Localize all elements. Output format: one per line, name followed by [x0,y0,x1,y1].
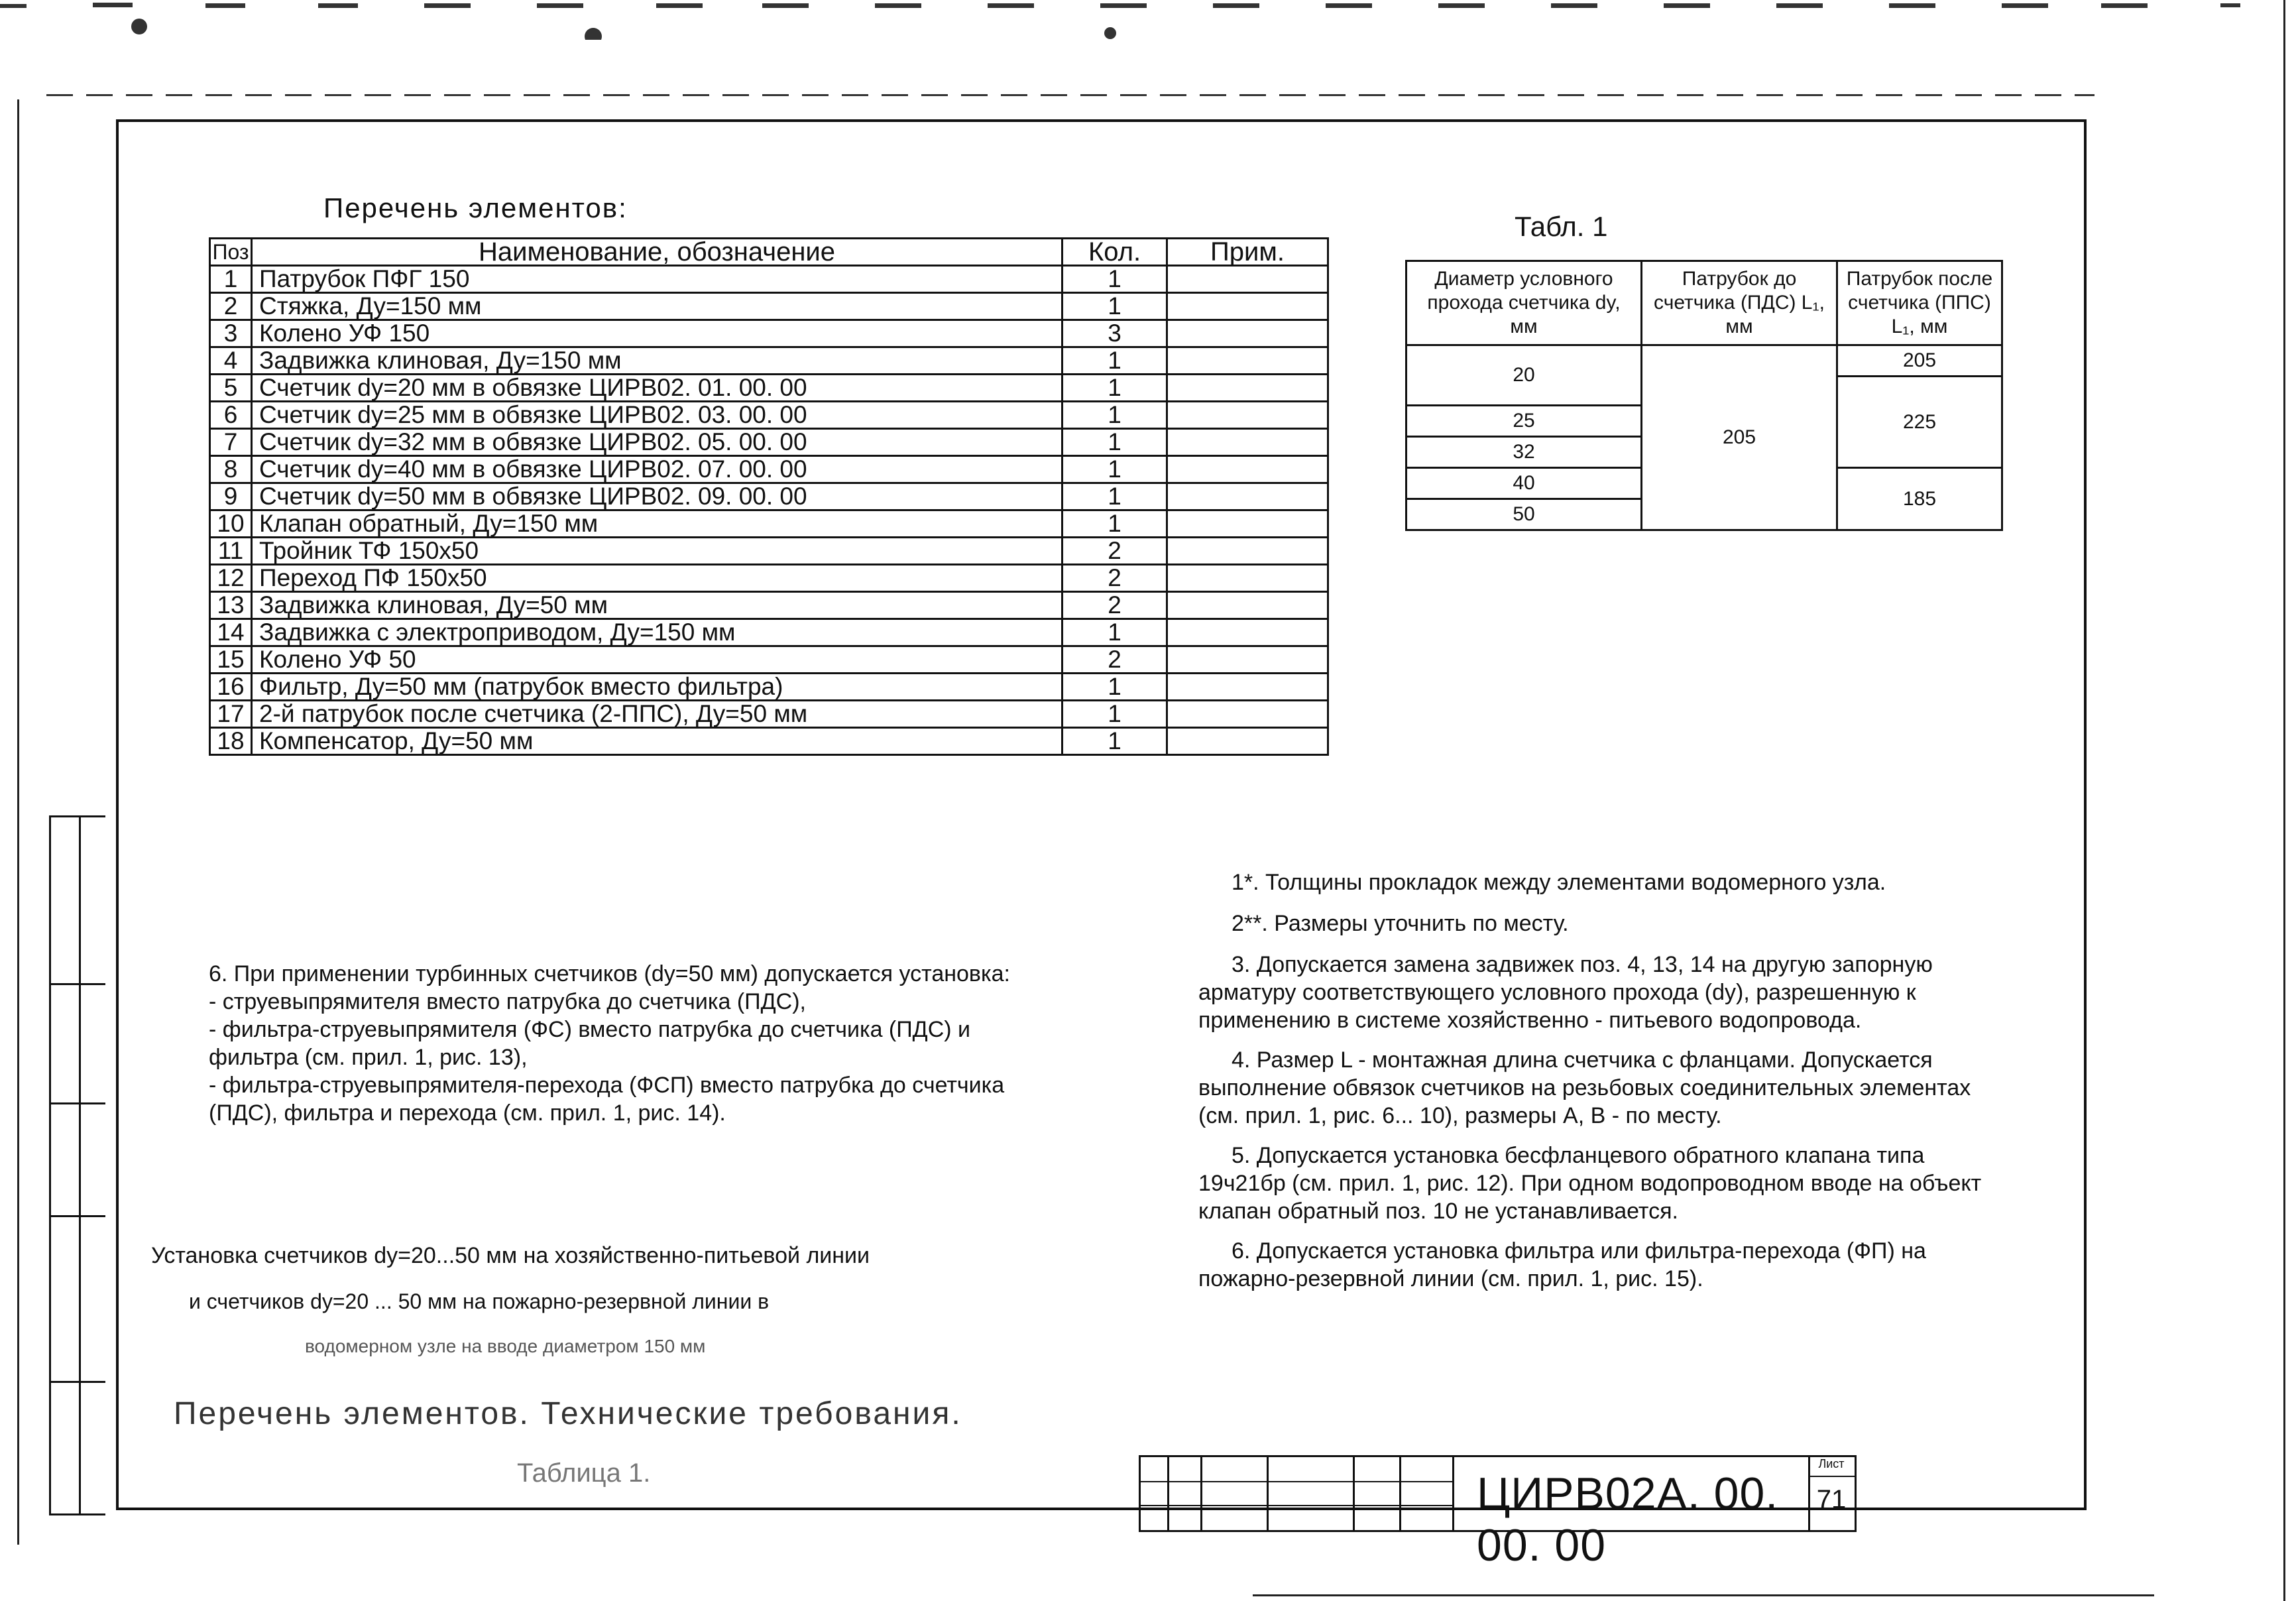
bottom-line [1253,1594,2154,1596]
row-name: Задвижка клиновая, Ду=150 мм [252,347,1062,375]
note-left-6a: - струевыпрямителя вместо патрубка до счетчика (ПДС), [209,989,806,1014]
row-qty: 1 [1062,483,1167,510]
row-qty: 2 [1062,538,1167,565]
parts-list-table [209,237,1329,756]
row-name: Колено УФ 150 [252,320,1062,347]
table-row [210,429,1328,456]
row-name: Стяжка, Ду=150 мм [252,293,1062,320]
caption-line-5: Таблица 1. [517,1458,651,1488]
table-row [210,646,1328,674]
table-row [210,347,1328,375]
row-name: Счетчик dy=25 мм в обвязке ЦИРВ02. 03. 00. 00 [252,402,1062,429]
row-note [1167,347,1328,375]
row-qty: 2 [1062,565,1167,592]
row-name: Задвижка с электроприводом, Ду=150 мм [252,619,1062,646]
table-row [210,456,1328,483]
row-note [1167,266,1328,293]
row-pos: 17 [210,701,252,728]
row-pos: 10 [210,510,252,538]
title-block [1139,1455,2081,1571]
row-note [1167,619,1328,646]
row-pos: 12 [210,565,252,592]
row-pos: 7 [210,429,252,456]
table-row [210,510,1328,538]
row-pos: 16 [210,674,252,701]
row-pos: 6 [210,402,252,429]
table1-pps-185: 185 [1837,468,2002,530]
row-pos: 18 [210,728,252,755]
table1-dy-32: 32 [1406,437,1642,468]
row-qty: 1 [1062,674,1167,701]
note-5: 5. Допускается установка бесфланцевого обратного клапана типа 19ч21бр (см. прил. 1, рис. 12). При одном водопроводном вводе на объект клапан обратный поз. 10 не устанавливается. [1198,1143,1982,1224]
outer-left-line [17,99,19,1545]
row-name: Задвижка клиновая, Ду=50 мм [252,592,1062,619]
table-row [210,674,1328,701]
row-qty: 1 [1062,293,1167,320]
sheet-label: Лист [1808,1457,1855,1477]
row-qty: 1 [1062,429,1167,456]
table1-header-pds: Патрубок до счетчика (ПДС) L₁, мм [1642,261,1837,345]
note-3: 3. Допускается замена задвижек поз. 4, 13, 14 на другую запорную арматуру соответствующего условного прохода (dy), разрешенную к применению в системе хозяйственно - питьевого водопровода. [1198,952,1933,1033]
table1 [1405,260,2003,531]
row-pos: 8 [210,456,252,483]
row-pos: 11 [210,538,252,565]
table-row [210,565,1328,592]
row-name: Тройник ТФ 150x50 [252,538,1062,565]
col-name-header: Наименование, обозначение [252,239,1062,266]
note-4: 4. Размер L - монтажная длина счетчика с фланцами. Допускается выполнение обвязок счетчиков на резьбовых соединительных элементах (см. прил. 1, рис. 6... 10), размеры А, В - по месту. [1198,1047,1971,1128]
row-pos: 14 [210,619,252,646]
table1-dy-40: 40 [1406,468,1642,499]
row-name: Переход ПФ 150x50 [252,565,1062,592]
row-qty: 1 [1062,266,1167,293]
parts-list-title: Перечень элементов: [323,192,628,223]
row-note [1167,565,1328,592]
row-note [1167,320,1328,347]
row-note [1167,701,1328,728]
note-2: 2**. Размеры уточнить по месту. [1232,911,1569,936]
caption-line-4: Перечень элементов. Технические требования. [174,1396,962,1431]
row-pos: 13 [210,592,252,619]
col-note-header: Прим. [1167,239,1328,266]
table1-dy-20: 20 [1406,345,1642,406]
notes-right [1198,868,2007,1293]
row-note [1167,402,1328,429]
note-1: 1*. Толщины прокладок между элементами водомерного узла. [1232,870,1886,895]
sheet-number: 71 [1816,1485,1847,1514]
row-name: 2-й патрубок после счетчика (2-ППС), Ду=50 мм [252,701,1062,728]
row-note [1167,728,1328,755]
row-pos: 2 [210,293,252,320]
row-note [1167,510,1328,538]
table-row [210,293,1328,320]
table1-dy-25: 25 [1406,406,1642,437]
row-name: Фильтр, Ду=50 мм (патрубок вместо фильтра) [252,674,1062,701]
sheet-number-cell [1808,1455,1857,1532]
row-note [1167,456,1328,483]
table1-pps-205: 205 [1837,345,2002,377]
table1-pds-value: 205 [1642,345,1837,530]
row-pos: 15 [210,646,252,674]
row-pos: 4 [210,347,252,375]
table1-pps-225: 225 [1837,377,2002,468]
row-name: Компенсатор, Ду=50 мм [252,728,1062,755]
row-name: Колено УФ 50 [252,646,1062,674]
table-row [210,619,1328,646]
row-qty: 1 [1062,619,1167,646]
row-name: Счетчик dy=50 мм в обвязке ЦИРВ02. 09. 00. 00 [252,483,1062,510]
table-row [210,483,1328,510]
notes-left [209,960,1064,1127]
col-pos-header: Поз [210,239,252,266]
row-qty: 1 [1062,375,1167,402]
table1-dy-50: 50 [1406,499,1642,530]
note-6: 6. Допускается установка фильтра или фильтра-перехода (ФП) на пожарно-резервной линии (см. прил. 1, рис. 15). [1198,1238,1926,1291]
table-row [210,701,1328,728]
side-stamp [49,815,105,1515]
table-row [210,375,1328,402]
row-pos: 9 [210,483,252,510]
parts-list-header [210,239,1328,266]
note-left-6b: - фильтра-струевыпрямителя (ФС) вместо патрубка до счетчика (ПДС) и фильтра (см. прил. 1, рис. 13), [209,1017,971,1070]
note-left-6c: - фильтра-струевыпрямителя-перехода (ФСП) вместо патрубка до счетчика (ПДС), фильтра и перехода (см. прил. 1, рис. 14). [209,1073,1005,1126]
row-qty: 3 [1062,320,1167,347]
row-note [1167,538,1328,565]
table-row [210,538,1328,565]
row-note [1167,646,1328,674]
row-note [1167,429,1328,456]
note-left-6: 6. При применении турбинных счетчиков (dy=50 мм) допускается установка: [209,961,1010,986]
right-edge-line [2283,0,2285,1601]
table-row [210,728,1328,755]
row-qty: 1 [1062,701,1167,728]
header-strip-marks [0,0,2296,40]
row-name: Патрубок ПФГ 150 [252,266,1062,293]
row-pos: 3 [210,320,252,347]
row-name: Счетчик dy=40 мм в обвязке ЦИРВ02. 07. 00. 00 [252,456,1062,483]
caption-line-1: Установка счетчиков dy=20...50 мм на хозяйственно-питьевой линии [151,1243,870,1268]
row-qty: 1 [1062,728,1167,755]
row-note [1167,674,1328,701]
row-pos: 1 [210,266,252,293]
top-header-strip [0,0,2296,27]
row-note [1167,483,1328,510]
row-qty: 1 [1062,402,1167,429]
title-block-code-cell [1450,1455,1810,1571]
row-name: Счетчик dy=32 мм в обвязке ЦИРВ02. 05. 00. 00 [252,429,1062,456]
row-name: Клапан обратный, Ду=150 мм [252,510,1062,538]
outer-top-line [46,94,2095,96]
row-name: Счетчик dy=20 мм в обвязке ЦИРВ02. 01. 00. 00 [252,375,1062,402]
row-qty: 1 [1062,347,1167,375]
row-qty: 1 [1062,456,1167,483]
table1-header-pps: Патрубок после счетчика (ППС) L₁, мм [1837,261,2002,345]
row-note [1167,293,1328,320]
table-row [210,402,1328,429]
row-note [1167,375,1328,402]
table1-title: Табл. 1 [1515,211,1608,242]
table1-header-diameter: Диаметр условного прохода счетчика dy, мм [1406,261,1642,345]
table-row [210,592,1328,619]
row-qty: 2 [1062,592,1167,619]
table-row [210,266,1328,293]
col-qty-header: Кол. [1062,239,1167,266]
title-block-grid [1139,1455,1454,1532]
drawing-code: ЦИРВ02А. 00. 00. 00 [1477,1468,1779,1571]
row-qty: 1 [1062,510,1167,538]
row-qty: 2 [1062,646,1167,674]
caption-line-3: водомерном узле на вводе диаметром 150 мм [305,1336,706,1356]
caption-line-2: и счетчиков dy=20 ... 50 мм на пожарно-резервной линии в [189,1289,770,1313]
table-row [210,320,1328,347]
row-note [1167,592,1328,619]
row-pos: 5 [210,375,252,402]
